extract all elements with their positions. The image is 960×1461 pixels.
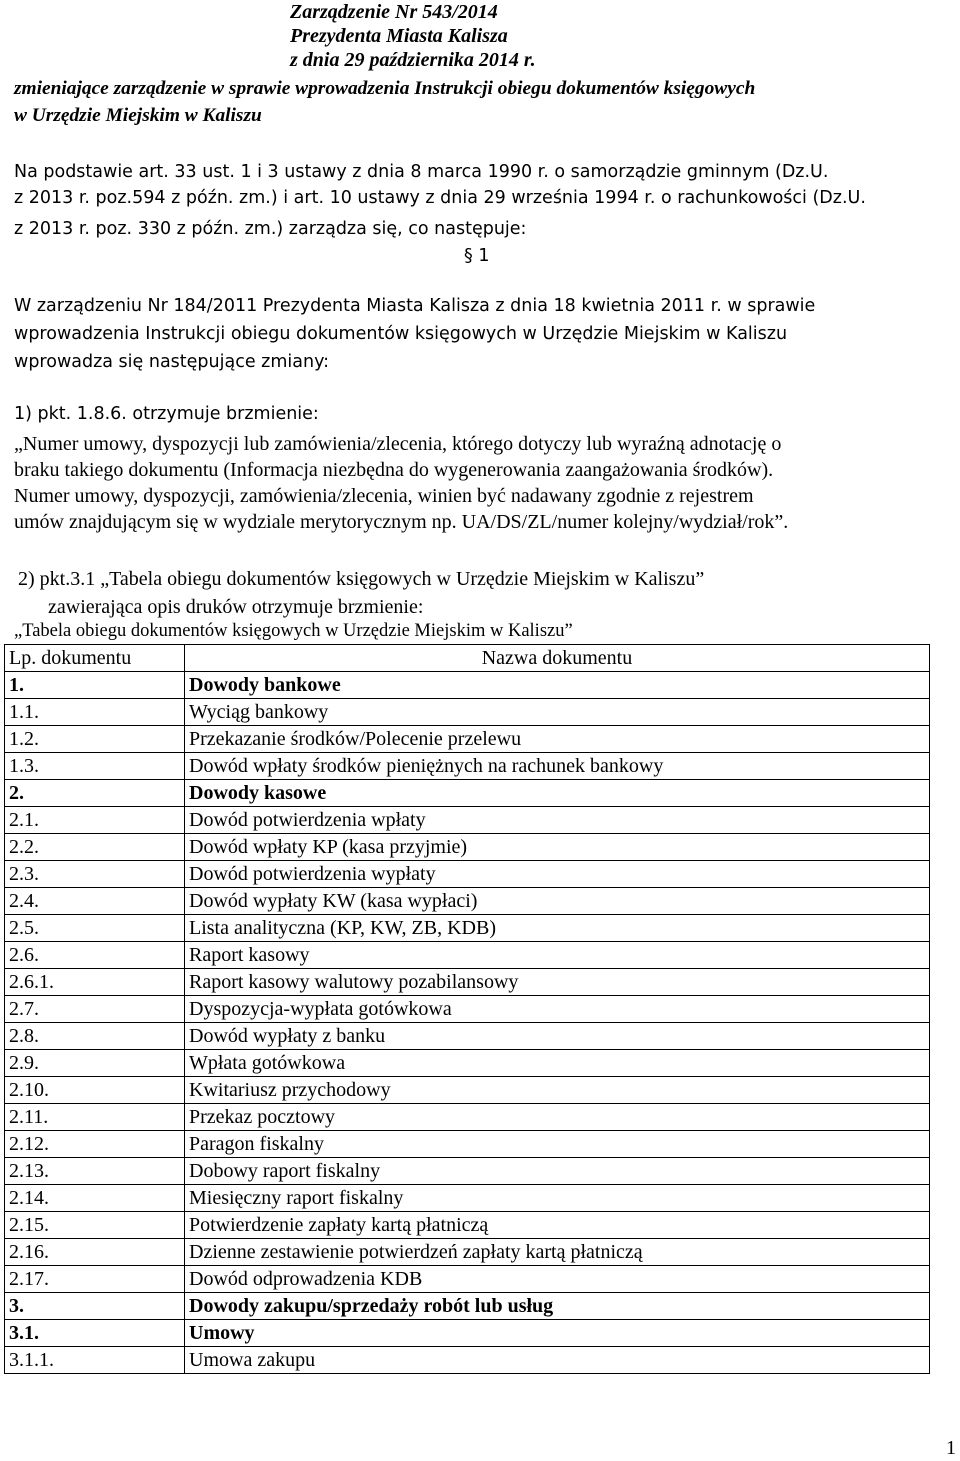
quote-line-4: umów znajdującym się w wydziale merytorycznym np. UA/DS/ZL/numer kolejny/wydział/rok”. bbox=[14, 511, 789, 533]
row-lp: 2.2. bbox=[5, 834, 185, 861]
table-row bbox=[5, 780, 930, 807]
amendment-point-2: 2) pkt.3.1 „Tabela obiegu dokumentów księgowych w Urzędzie Miejskim w Kaliszu” bbox=[18, 568, 705, 590]
row-document-name: Miesięczny raport fiskalny bbox=[185, 1185, 930, 1212]
documents-table bbox=[4, 644, 930, 1374]
row-lp: 2.5. bbox=[5, 915, 185, 942]
row-lp: 2.8. bbox=[5, 1023, 185, 1050]
row-lp: 2.13. bbox=[5, 1158, 185, 1185]
row-lp: 2.10. bbox=[5, 1077, 185, 1104]
row-lp: 2.15. bbox=[5, 1212, 185, 1239]
quote-line-1: „Numer umowy, dyspozycji lub zamówienia/zlecenia, którego dotyczy lub wyraźną adnotację o bbox=[14, 433, 782, 455]
intro-line-2: wprowadzenia Instrukcji obiegu dokumentów księgowych w Urzędzie Miejskim w Kaliszu bbox=[14, 324, 788, 344]
row-document-name: Raport kasowy bbox=[185, 942, 930, 969]
row-document-name: Dowód potwierdzenia wypłaty bbox=[185, 861, 930, 888]
row-document-name: Wpłata gotówkowa bbox=[185, 1050, 930, 1077]
table-row bbox=[5, 672, 930, 699]
table-row bbox=[5, 1023, 930, 1050]
row-document-name: Dzienne zestawienie potwierdzeń zapłaty kartą płatniczą bbox=[185, 1239, 930, 1266]
quote-line-2: braku takiego dokumentu (Informacja niezbędna do wygenerowania zaangażowania środków). bbox=[14, 459, 774, 481]
page-number: 1 bbox=[946, 1437, 956, 1459]
document-date: z dnia 29 października 2014 r. bbox=[290, 49, 536, 71]
row-document-name: Umowa zakupu bbox=[185, 1347, 930, 1374]
table-row bbox=[5, 996, 930, 1023]
row-document-name: Raport kasowy walutowy pozabilansowy bbox=[185, 969, 930, 996]
row-lp: 2.4. bbox=[5, 888, 185, 915]
row-document-name: Wyciąg bankowy bbox=[185, 699, 930, 726]
row-document-name: Potwierdzenie zapłaty kartą płatniczą bbox=[185, 1212, 930, 1239]
row-lp: 2.14. bbox=[5, 1185, 185, 1212]
table-row bbox=[5, 699, 930, 726]
table-row bbox=[5, 861, 930, 888]
table-row bbox=[5, 915, 930, 942]
table-header-row bbox=[5, 645, 930, 672]
document-issuer: Prezydenta Miasta Kalisza bbox=[290, 25, 508, 47]
preamble-line-1: Na podstawie art. 33 ust. 1 i 3 ustawy z dnia 8 marca 1990 r. o samorządzie gminnym (Dz.U. bbox=[14, 162, 829, 182]
row-document-name: Dowody kasowe bbox=[185, 780, 930, 807]
preamble-line-2: z 2013 r. poz.594 z późn. zm.) i art. 10 ustawy z dnia 29 września 1994 r. o rachunkowości (Dz.U. bbox=[14, 188, 866, 208]
document-title: Zarządzenie Nr 543/2014 bbox=[290, 1, 498, 23]
intro-line-3: wprowadza się następujące zmiany: bbox=[14, 352, 330, 372]
quote-line-3: Numer umowy, dyspozycji, zamówienia/zlecenia, winien być nadawany zgodnie z rejestrem bbox=[14, 485, 754, 507]
table-row bbox=[5, 1185, 930, 1212]
row-lp: 2.3. bbox=[5, 861, 185, 888]
table-row bbox=[5, 1077, 930, 1104]
row-document-name: Przekaz pocztowy bbox=[185, 1104, 930, 1131]
table-row bbox=[5, 1104, 930, 1131]
table-row bbox=[5, 1266, 930, 1293]
row-document-name: Dowód odprowadzenia KDB bbox=[185, 1266, 930, 1293]
header-name: Nazwa dokumentu bbox=[185, 645, 930, 672]
row-lp: 2.11. bbox=[5, 1104, 185, 1131]
row-document-name: Dowód wpłaty środków pieniężnych na rachunek bankowy bbox=[185, 753, 930, 780]
intro-line-1: W zarządzeniu Nr 184/2011 Prezydenta Miasta Kalisza z dnia 18 kwietnia 2011 r. w sprawie bbox=[14, 296, 816, 316]
amendment-point-1: 1) pkt. 1.8.6. otrzymuje brzmienie: bbox=[14, 404, 319, 424]
table-row bbox=[5, 1050, 930, 1077]
row-lp: 2.16. bbox=[5, 1239, 185, 1266]
row-lp: 2.17. bbox=[5, 1266, 185, 1293]
table-row bbox=[5, 888, 930, 915]
row-document-name: Dyspozycja-wypłata gotówkowa bbox=[185, 996, 930, 1023]
table-caption: „Tabela obiegu dokumentów księgowych w Urzędzie Miejskim w Kaliszu” bbox=[14, 621, 573, 641]
row-lp: 3.1. bbox=[5, 1320, 185, 1347]
row-document-name: Dowód wypłaty KW (kasa wypłaci) bbox=[185, 888, 930, 915]
document-subject-line-1: zmieniające zarządzenie w sprawie wprowadzenia Instrukcji obiegu dokumentów księgowych bbox=[14, 78, 756, 99]
row-lp: 2.1. bbox=[5, 807, 185, 834]
row-document-name: Dowód wpłaty KP (kasa przyjmie) bbox=[185, 834, 930, 861]
row-document-name: Kwitariusz przychodowy bbox=[185, 1077, 930, 1104]
table-row bbox=[5, 1320, 930, 1347]
table-row bbox=[5, 1131, 930, 1158]
table-row bbox=[5, 942, 930, 969]
row-document-name: Dobowy raport fiskalny bbox=[185, 1158, 930, 1185]
document-subject-line-2: w Urzędzie Miejskim w Kaliszu bbox=[14, 105, 262, 126]
table-row bbox=[5, 969, 930, 996]
row-lp: 2.9. bbox=[5, 1050, 185, 1077]
row-lp: 1. bbox=[5, 672, 185, 699]
table-row bbox=[5, 807, 930, 834]
table-row bbox=[5, 753, 930, 780]
table-row bbox=[5, 1347, 930, 1374]
row-lp: 3.1.1. bbox=[5, 1347, 185, 1374]
header-lp: Lp. dokumentu bbox=[5, 645, 185, 672]
table-row bbox=[5, 1158, 930, 1185]
table-row bbox=[5, 1212, 930, 1239]
row-document-name: Dowód wypłaty z banku bbox=[185, 1023, 930, 1050]
paragraph-mark: § 1 bbox=[464, 246, 490, 266]
table-row bbox=[5, 1239, 930, 1266]
row-document-name: Lista analityczna (KP, KW, ZB, KDB) bbox=[185, 915, 930, 942]
table-row bbox=[5, 1293, 930, 1320]
table-row bbox=[5, 726, 930, 753]
preamble-line-3: z 2013 r. poz. 330 z późn. zm.) zarządza się, co następuje: bbox=[14, 219, 527, 239]
row-document-name: Przekazanie środków/Polecenie przelewu bbox=[185, 726, 930, 753]
row-lp: 2.6.1. bbox=[5, 969, 185, 996]
row-lp: 1.1. bbox=[5, 699, 185, 726]
amendment-point-2-cont: zawierająca opis druków otrzymuje brzmienie: bbox=[48, 596, 424, 618]
row-lp: 3. bbox=[5, 1293, 185, 1320]
row-lp: 2.6. bbox=[5, 942, 185, 969]
row-document-name: Umowy bbox=[185, 1320, 930, 1347]
row-lp: 1.3. bbox=[5, 753, 185, 780]
row-lp: 2.12. bbox=[5, 1131, 185, 1158]
row-document-name: Dowód potwierdzenia wpłaty bbox=[185, 807, 930, 834]
row-lp: 2.7. bbox=[5, 996, 185, 1023]
row-document-name: Dowody zakupu/sprzedaży robót lub usług bbox=[185, 1293, 930, 1320]
table-row bbox=[5, 834, 930, 861]
row-document-name: Paragon fiskalny bbox=[185, 1131, 930, 1158]
row-document-name: Dowody bankowe bbox=[185, 672, 930, 699]
row-lp: 2. bbox=[5, 780, 185, 807]
row-lp: 1.2. bbox=[5, 726, 185, 753]
